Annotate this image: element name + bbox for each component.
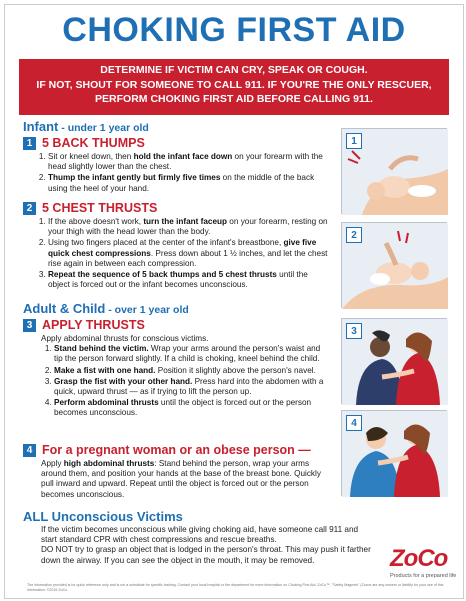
section-sub: - under 1 year old <box>58 122 149 134</box>
panel-number: 2 <box>346 227 362 243</box>
illustration-panel <box>341 128 447 214</box>
step-3-body <box>41 334 331 420</box>
section-sub: - over 1 year old <box>105 304 189 316</box>
list-item: 2. Thump the infant gently but firmly five times on the middle of the back using the heel of your hand. <box>48 173 331 193</box>
poster <box>4 4 464 599</box>
section-adult-heading <box>23 301 189 316</box>
section-label: Adult & Child <box>23 301 106 316</box>
page-title: CHOKING FIRST AID <box>62 11 406 49</box>
list-item: 1. Sit or kneel down, then hold the infant face down on your forearm with the head slightly lower than the chest. <box>48 152 331 172</box>
list-item: 2. Make a fist with one hand. Position it slightly above the person's navel. <box>54 366 331 376</box>
step-4-body: Apply high abdominal thrusts: Stand behind the person, wrap your arms around them, and position your hands at the base of the breast bone. Quickly pull inward and upward. Repeat until the object is forced out or the person becomes unconscious. <box>41 459 321 499</box>
step-2-heading <box>23 201 157 215</box>
unconscious-body <box>41 525 371 566</box>
list-item: 4. Perform abdominal thrusts until the object is forced out or the person becomes unconscious. <box>54 398 331 418</box>
warning-banner <box>19 59 449 115</box>
step-3-heading <box>23 318 145 332</box>
step-title: 5 BACK THUMPS <box>42 136 145 150</box>
step-4-heading <box>23 443 311 457</box>
section-infant-heading <box>23 119 149 134</box>
panel-number: 4 <box>346 415 362 431</box>
illustration-panel <box>341 318 447 404</box>
zoco-logo <box>390 545 456 579</box>
list-item: 1. Stand behind the victim. Wrap your arms around the person's waist and tip the person forward slightly. If a child is choking, kneel behind the child. <box>54 344 331 364</box>
step-title: 5 CHEST THRUSTS <box>42 201 158 215</box>
section-unconscious-heading: ALL Unconscious Victims <box>23 509 183 524</box>
banner-line: DETERMINE IF VICTIM CAN CRY, SPEAK OR COUGH. <box>100 64 368 76</box>
section-label: Infant <box>23 119 59 134</box>
step-number: 3 <box>23 319 36 332</box>
step-title: For a pregnant woman or an obese person — <box>42 443 311 457</box>
list-item: 1. If the above doesn't work, turn the infant faceup on your forearm, resting on your thigh with the head lower than the body. <box>48 217 331 237</box>
paragraph: DO NOT try to grasp an object that is lodged in the person's throat. This may push it farther down the airway. If you can see the object in the mouth, it may be removed. <box>41 545 371 565</box>
step-intro: Apply abdominal thrusts for conscious victims. <box>41 334 209 343</box>
list-item: 2. Using two fingers placed at the center of the infant's breastbone, give five quick chest compressions. Press down about 1 ½ inches, and let the chest rise again in between each compression. <box>48 238 331 269</box>
step-number: 4 <box>23 444 36 457</box>
panel-number: 3 <box>346 323 362 339</box>
paragraph: If the victim becomes unconscious while giving choking aid, have someone call 911 and start standard CPR with chest compressions and rescue breaths. <box>41 525 359 545</box>
illustration-panel <box>341 222 447 308</box>
banner-line: PERFORM CHOKING FIRST AID BEFORE CALLING 911. <box>95 93 373 105</box>
step-number: 2 <box>23 202 36 215</box>
step-title: APPLY THRUSTS <box>42 318 145 332</box>
step-number: 1 <box>23 137 36 150</box>
panel-number: 1 <box>346 133 362 149</box>
step-1-heading <box>23 136 145 150</box>
step-2-body <box>35 217 331 291</box>
fine-print: The information provided is for quick reference only and is not a substitute for specific training. Contact your local hospital or fire department for more information on Choking First Aid. ZoCo™, "Safety Magnets" (Zocos are any owners or liability for your use of this information. ©2015 ZoCo <box>27 583 444 592</box>
step-1-body <box>35 152 331 195</box>
banner-line: IF NOT, SHOUT FOR SOMEONE TO CALL 911. IF YOU'RE THE ONLY RESCUER, <box>36 78 432 91</box>
logo-tagline: Products for a prepared life <box>390 573 457 579</box>
list-item: 3. Repeat the sequence of 5 back thumps and 5 chest thrusts until the object is forced out or the infant becomes unconscious. <box>48 270 331 290</box>
list-item: 3. Grasp the fist with your other hand. Press hard into the abdomen with a quick, upward thrust — as if trying to lift the person up. <box>54 377 331 397</box>
illustration-panel <box>341 410 447 496</box>
logo-wordmark: ZoCo <box>390 545 448 572</box>
